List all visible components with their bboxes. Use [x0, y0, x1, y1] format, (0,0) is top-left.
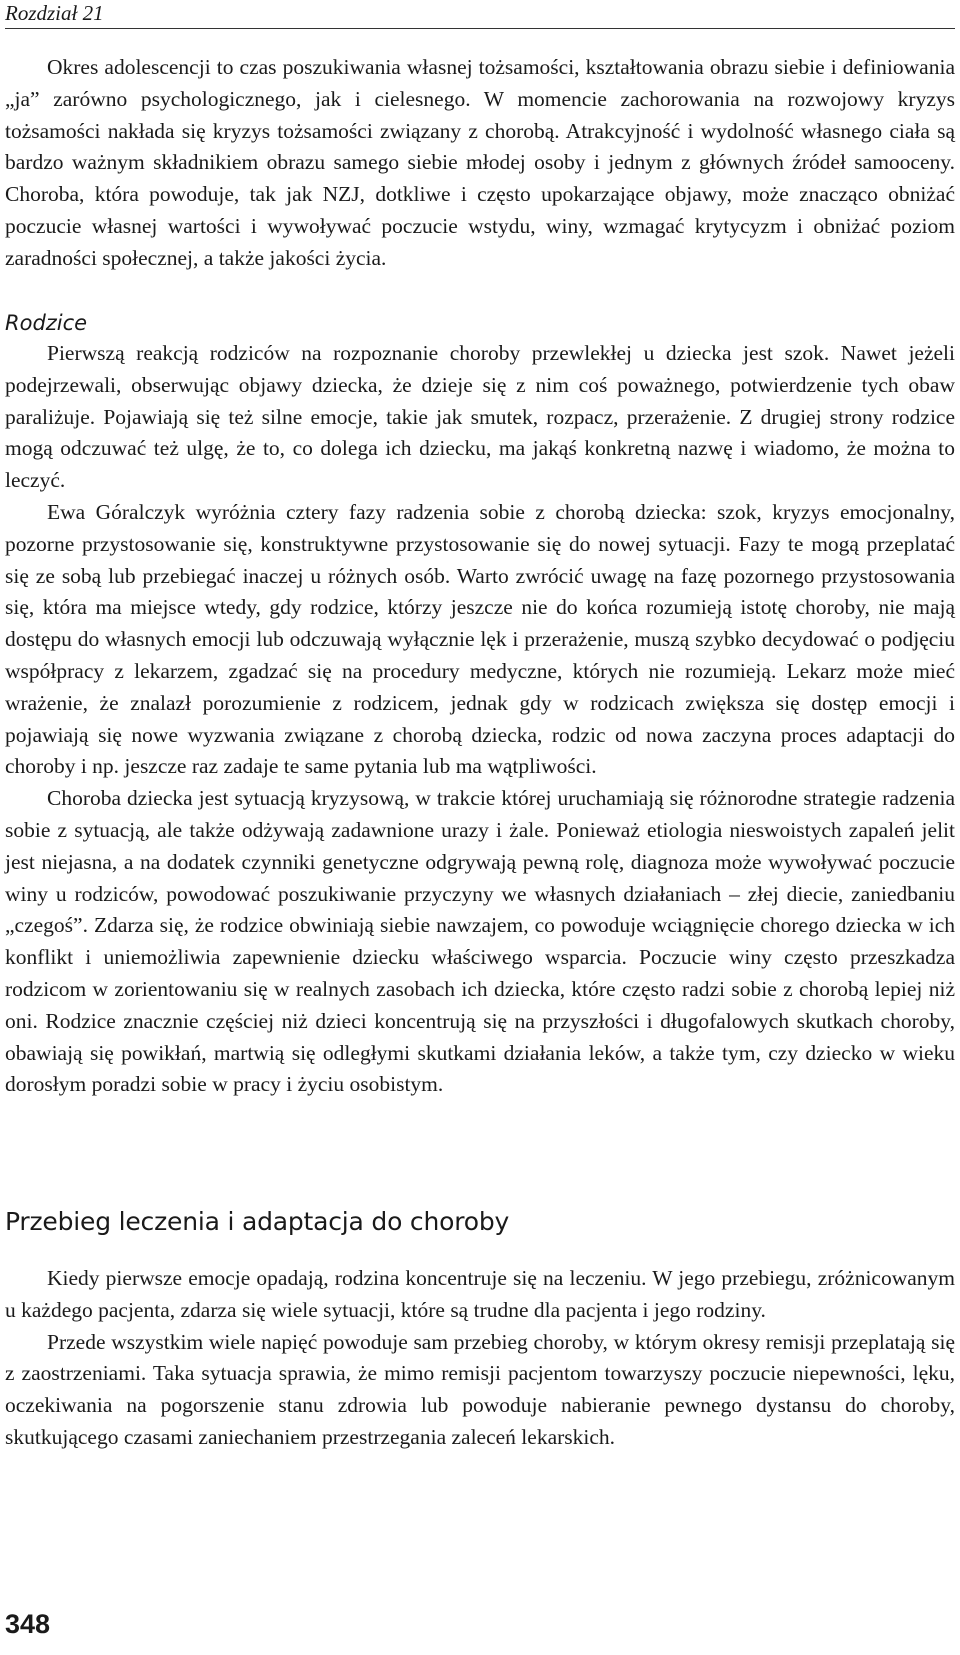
body-paragraph: Przede wszystkim wiele napięć powoduje sam przebieg choroby, w którym okresy remisji przeplatają się z zaostrzeniami. Taka sytuacja sprawia, że mimo remisji pacjentom towarzyszy poczucie niepewności, lęku, oczekiwania na pogorszenie stanu zdrowia lub powoduje nabieranie pewnego dystansu do choroby, skutkującego czasami zaniechaniem przestrzegania zaleceń lekarskich.	[5, 1329, 955, 1449]
parents-section	[5, 338, 955, 1101]
body-paragraph: Kiedy pierwsze emocje opadają, rodzina koncentruje się na leczeniu. W jego przebiegu, zróżnicowanym u każdego pacjenta, zdarza się wiele sytuacji, które są trudne dla pacjenta i jego rodziny.	[5, 1266, 955, 1322]
body-paragraph: Ewa Góralczyk wyróżnia cztery fazy radzenia sobie z chorobą dziecka: szok, kryzys emocjonalny, pozorne przystosowanie się, konstruktywne przystosowanie się do nowej sytuacji. Fazy te mogą przeplatać się ze sobą lub przebiegać inaczej u różnych osób. Warto zwrócić uwagę na fazę pozornego przystosowania się, która ma miejsce wtedy, gdy rodzice, którzy jeszcze nie do końca rozumieją istotę choroby, nie mają dostępu do własnych emocji lub odczuwają wyłącznie lęk i przerażenie, muszą szybko decydować o podjęciu współpracy z lekarzem, zgadzać się na procedury medyczne, których nie rozumieją. Lekarz może mieć wrażenie, że znalazł porozumienie z rodzicem, jednak gdy w rodzicach zwiększa się dostęp emocji i pojawiają się nowe wyzwania związane z chorobą dziecka, rodzic od nowa zaczyna proces adaptacji do choroby i np. jeszcze raz zadaje te same pytania lub ma wątpliwości.	[5, 499, 955, 779]
body-paragraph: Okres adolescencji to czas poszukiwania własnej tożsamości, kształtowania obrazu siebie i definiowania „ja” zarówno psychologicznego, jak i cielesnego. W momencie zachorowania na rozwojowy kryzys tożsamości nakłada się kryzys tożsamości związany z chorobą. Atrakcyjność i wydolność własnego ciała są bardzo ważnym składnikiem obrazu samego siebie młodej osoby i jednym z głównych źródeł samooceny. Choroba, która powoduje, tak jak NZJ, dotkliwe i często upokarzające objawy, może znacząco obniżać poczucie własnej wartości i wywoływać poczucie wstydu, winy, wzmagać krytycyzm i obniżać poziom zaradności społecznej, a także jakości życia.	[5, 55, 955, 270]
section-heading-przebieg-leczenia: Przebieg leczenia i adaptacja do choroby	[5, 1207, 510, 1236]
page-number: 348	[5, 1609, 51, 1639]
treatment-section	[5, 1263, 955, 1454]
body-paragraph: Choroba dziecka jest sytuacją kryzysową, w trakcie której uruchamiają się różnorodne strategie radzenia sobie z sytuacją, ale także odżywają zadawnione urazy i żale. Ponieważ etiologia nieswoistych zapaleń jelit jest niejasna, a na dodatek czynniki genetyczne odgrywają pewną rolę, diagnoza może wywoływać poczucie winy u rodziców, powodować poszukiwanie przyczyny we własnych działaniach – złej diecie, zaniedbaniu „czegoś”. Zdarza się, że rodzice obwiniają siebie nawzajem, co powoduje wciągnięcie chorego dziecka w ich konflikt i uniemożliwia zapewnienie dziecku właściwego wsparcia. Poczucie winy często przeszkadza rodzicom w zorientowaniu się w realnych zasobach ich dziecka, które często radzi sobie z chorobą lepiej niż oni. Rodzice znacznie częściej niż dzieci koncentrują się na przyszłości i długofalowych skutkach choroby, obawiają się powikłań, martwią się odległymi skutkami działania leków, a także tym, czy dziecko w wieku dorosłym poradzi sobie w pracy i życiu osobistym.	[5, 786, 955, 1097]
body-paragraph: Pierwszą reakcją rodziców na rozpoznanie choroby przewlekłej u dziecka jest szok. Nawet jeżeli podejrzewali, obserwując objawy dziecka, że dzieje się z nim coś poważnego, potwierdzenie tych obaw paraliżuje. Pojawiają się też silne emocje, takie jak smutek, rozpacz, przerażenie. Z drugiej strony rodzice mogą odczuwać też ulgę, że to, co dolega ich dziecku, ma jakąś konkretną nazwę i wiadomo, że można to leczyć.	[5, 341, 955, 493]
running-head: Rozdział 21	[5, 1, 104, 25]
subsection-heading-rodzice: Rodzice	[5, 311, 88, 335]
intro-section	[5, 52, 955, 275]
header-rule	[5, 28, 955, 29]
